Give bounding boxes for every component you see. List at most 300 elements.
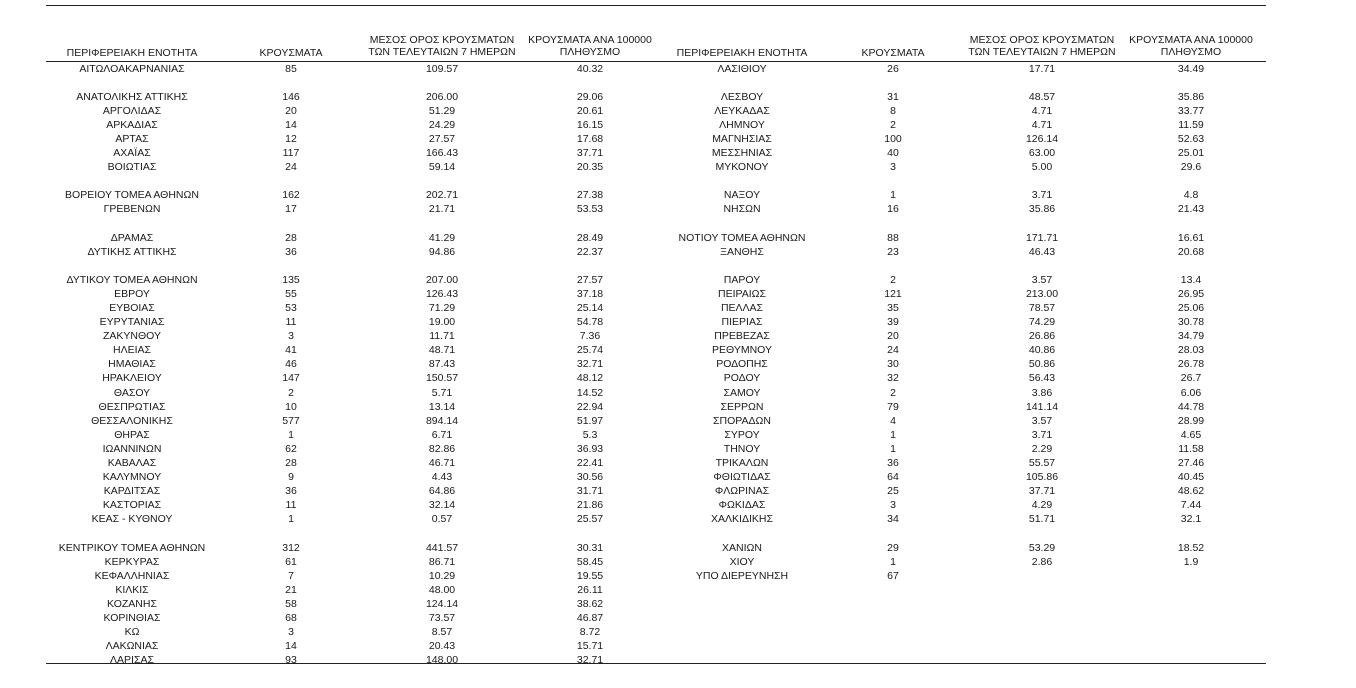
table-row xyxy=(0,188,1356,202)
cell-per100k: 38.62 xyxy=(576,597,604,610)
cell-per100k: 19.55 xyxy=(576,569,604,582)
cell-avg7: 50.86 xyxy=(1028,358,1056,371)
cell-avg7: 150.57 xyxy=(425,372,459,385)
cell-avg7: 8.57 xyxy=(431,626,453,639)
header-per100k-right: ΚΡΟΥΣΜΑΤΑ ΑΝΑ 100000 ΠΛΗΘΥΣΜΟ xyxy=(1129,34,1253,58)
cell-cases: 14 xyxy=(285,118,297,131)
cell-cases: 10 xyxy=(285,400,297,413)
cell-region: ΚΕΡΚΥΡΑΣ xyxy=(104,555,160,568)
cell-cases: 2 xyxy=(288,386,294,399)
cell-cases: 24 xyxy=(887,344,899,357)
cell-cases: 16 xyxy=(887,203,899,216)
table-row xyxy=(0,414,1356,428)
cell-region: ΚΑΛΥΜΝΟΥ xyxy=(102,471,162,484)
cell-per100k: 27.46 xyxy=(1177,457,1205,470)
table-row xyxy=(0,202,1356,216)
cell-region: ΤΡΙΚΑΛΩΝ xyxy=(715,457,769,470)
cell-avg7: 53.29 xyxy=(1028,541,1056,554)
cell-cases: 34 xyxy=(887,513,899,526)
cell-cases: 67 xyxy=(887,569,899,582)
cell-avg7: 55.57 xyxy=(1028,457,1056,470)
cell-cases: 147 xyxy=(282,372,300,385)
table-row xyxy=(0,273,1356,287)
cell-cases: 2 xyxy=(890,118,896,131)
header-cases-right: ΚΡΟΥΣΜΑΤΑ xyxy=(861,47,925,59)
cell-per100k: 40.32 xyxy=(576,62,604,75)
table-row xyxy=(0,639,1356,653)
cell-cases: 36 xyxy=(285,245,297,258)
cell-cases: 9 xyxy=(288,471,294,484)
cell-avg7: 202.71 xyxy=(425,189,459,202)
cell-avg7: 3.57 xyxy=(1031,414,1053,427)
cell-region: ΠΑΡΟΥ xyxy=(723,273,761,286)
cell-per100k: 35.86 xyxy=(1177,90,1205,103)
cell-region: ΚΩ xyxy=(124,626,140,639)
cell-avg7: 82.86 xyxy=(428,442,456,455)
table-row xyxy=(0,498,1356,512)
cell-avg7: 13.14 xyxy=(428,400,456,413)
cell-cases: 1 xyxy=(890,428,896,441)
cell-region: ΔΡΑΜΑΣ xyxy=(110,231,154,244)
cell-region: ΑΙΤΩΛΟΑΚΑΡΝΑΝΙΑΣ xyxy=(79,62,185,75)
cell-region: ΛΑΚΩΝΙΑΣ xyxy=(105,640,159,653)
cell-per100k: 34.49 xyxy=(1177,62,1205,75)
table-row xyxy=(0,371,1356,385)
cell-cases: 30 xyxy=(887,358,899,371)
cell-per100k: 26.78 xyxy=(1177,358,1205,371)
cell-avg7: 2.29 xyxy=(1031,442,1053,455)
cell-cases: 3 xyxy=(890,499,896,512)
table-row xyxy=(0,62,1356,76)
cell-region: ΘΗΡΑΣ xyxy=(114,428,150,441)
table-row xyxy=(0,76,1356,90)
cell-avg7: 24.29 xyxy=(428,118,456,131)
cell-region: ΑΧΑΪΑΣ xyxy=(113,147,151,160)
cell-cases: 117 xyxy=(282,147,300,160)
cell-per100k: 28.99 xyxy=(1177,414,1205,427)
cell-avg7: 3.71 xyxy=(1031,428,1053,441)
cell-region: ΗΛΕΙΑΣ xyxy=(112,344,151,357)
cell-per100k: 26.11 xyxy=(577,583,603,596)
cell-per100k: 28.49 xyxy=(576,231,604,244)
cell-avg7: 441.57 xyxy=(425,541,459,554)
cell-avg7: 141.14 xyxy=(1025,400,1059,413)
cell-avg7: 4.71 xyxy=(1031,118,1053,131)
cell-cases: 53 xyxy=(285,302,297,315)
cell-region: ΠΡΕΒΕΖΑΣ xyxy=(714,330,770,343)
cell-avg7: 894.14 xyxy=(425,414,459,427)
cell-per100k: 17.68 xyxy=(576,132,604,145)
cell-region: ΕΥΡΥΤΑΝΙΑΣ xyxy=(99,316,165,329)
cell-cases: 28 xyxy=(285,457,297,470)
cell-region: ΡΟΔΟΥ xyxy=(723,372,761,385)
cell-avg7: 59.14 xyxy=(428,161,456,174)
cell-per100k: 22.37 xyxy=(576,245,604,258)
cell-region: ΚΕΦΑΛΛΗΝΙΑΣ xyxy=(94,569,170,582)
cell-region: ΝΟΤΙΟΥ ΤΟΜΕΑ ΑΘΗΝΩΝ xyxy=(678,231,806,244)
cell-region: ΡΟΔΟΠΗΣ xyxy=(716,358,768,371)
cell-region: ΚΟΡΙΝΘΙΑΣ xyxy=(103,612,161,624)
cell-cases: 121 xyxy=(884,287,902,300)
cell-region: ΕΥΒΟΙΑΣ xyxy=(109,302,155,315)
cell-avg7: 3.57 xyxy=(1031,273,1053,286)
cell-per100k: 54.78 xyxy=(576,316,604,329)
cell-cases: 14 xyxy=(285,640,297,653)
cell-per100k: 27.38 xyxy=(576,189,604,202)
cell-cases: 26 xyxy=(887,62,899,75)
cell-region: ΒΟΡΕΙΟΥ ΤΟΜΕΑ ΑΘΗΝΩΝ xyxy=(65,189,199,202)
cell-per100k: 29.6 xyxy=(1180,161,1202,174)
cell-per100k: 31.71 xyxy=(576,485,604,498)
cell-cases: 41 xyxy=(285,344,297,357)
cell-region: ΠΕΙΡΑΙΩΣ xyxy=(718,287,766,300)
cell-per100k: 21.43 xyxy=(1177,203,1205,216)
table-row xyxy=(0,174,1356,188)
cell-per100k: 8.72 xyxy=(579,626,601,639)
cell-cases: 3 xyxy=(890,161,896,174)
cell-per100k: 16.15 xyxy=(576,118,604,131)
cell-cases: 36 xyxy=(285,485,297,498)
cell-region: ΘΕΣΠΡΩΤΙΑΣ xyxy=(98,400,166,413)
cell-avg7: 4.43 xyxy=(431,471,453,484)
table-row xyxy=(0,343,1356,357)
cell-cases: 79 xyxy=(887,400,899,413)
cell-region: ΑΝΑΤΟΛΙΚΗΣ ΑΤΤΙΚΗΣ xyxy=(76,90,188,103)
cell-region: ΚΑΣΤΟΡΙΑΣ xyxy=(102,499,162,512)
cell-avg7: 171.71 xyxy=(1025,231,1059,244)
cell-region: ΜΑΓΝΗΣΙΑΣ xyxy=(712,132,772,145)
cell-region: ΣΑΜΟΥ xyxy=(723,386,761,399)
cell-avg7: 3.71 xyxy=(1031,189,1053,202)
table-row xyxy=(0,231,1356,245)
cell-cases: 1 xyxy=(890,189,896,202)
cell-avg7: 17.71 xyxy=(1028,62,1056,75)
cell-avg7: 105.86 xyxy=(1025,471,1059,484)
cell-region: ΠΙΕΡΙΑΣ xyxy=(721,316,763,329)
table-row xyxy=(0,512,1356,526)
cell-cases: 46 xyxy=(285,358,297,371)
cell-per100k: 11.59 xyxy=(1178,118,1204,131)
cell-avg7: 40.86 xyxy=(1028,344,1056,357)
cell-avg7: 46.71 xyxy=(428,457,456,470)
cell-avg7: 78.57 xyxy=(1028,302,1056,315)
cell-avg7: 213.00 xyxy=(1025,287,1059,300)
cell-per100k: 22.41 xyxy=(576,457,604,470)
cell-avg7: 86.71 xyxy=(428,555,456,568)
cell-region: ΘΕΣΣΑΛΟΝΙΚΗΣ xyxy=(91,414,173,427)
cell-per100k: 36.93 xyxy=(576,442,604,455)
cell-avg7: 32.14 xyxy=(428,499,456,512)
cell-region: ΚΙΛΚΙΣ xyxy=(115,583,149,596)
cell-per100k: 16.61 xyxy=(1177,231,1205,244)
cell-region: ΜΥΚΟΝΟΥ xyxy=(715,161,769,174)
cell-per100k: 21.86 xyxy=(576,499,604,512)
cell-avg7: 109.57 xyxy=(425,62,459,75)
cell-region: ΛΕΣΒΟΥ xyxy=(720,90,764,103)
cell-region: ΑΡΤΑΣ xyxy=(115,132,149,145)
table-row xyxy=(0,216,1356,230)
table-row xyxy=(0,245,1356,259)
cell-avg7: 48.71 xyxy=(428,344,456,357)
cell-avg7: 3.86 xyxy=(1031,386,1053,399)
cell-cases: 85 xyxy=(285,62,297,75)
cell-region: ΔΥΤΙΚΟΥ ΤΟΜΕΑ ΑΘΗΝΩΝ xyxy=(66,273,198,286)
cell-avg7: 4.29 xyxy=(1031,499,1053,512)
table-row xyxy=(0,583,1356,597)
cell-per100k: 33.77 xyxy=(1177,104,1205,117)
cell-per100k: 53.53 xyxy=(576,203,604,216)
cell-avg7: 11.71 xyxy=(429,330,455,343)
cell-avg7: 5.00 xyxy=(1031,161,1053,174)
table-row xyxy=(0,456,1356,470)
cell-cases: 3 xyxy=(288,330,294,343)
cell-region: ΣΥΡΟΥ xyxy=(724,428,760,441)
cell-region: ΥΠΟ ΔΙΕΡΕΥΝΗΣΗ xyxy=(695,569,789,582)
table-row xyxy=(0,653,1356,667)
cell-avg7: 19.00 xyxy=(428,316,456,329)
cell-avg7: 20.43 xyxy=(428,640,456,653)
cell-cases: 58 xyxy=(285,597,297,610)
cell-per100k: 40.45 xyxy=(1177,471,1205,484)
cell-per100k: 7.36 xyxy=(579,330,601,343)
cell-per100k: 25.74 xyxy=(576,344,604,357)
cell-region: ΧΑΝΙΩΝ xyxy=(722,541,762,554)
cell-per100k: 20.61 xyxy=(576,104,604,117)
cell-per100k: 37.18 xyxy=(576,287,604,300)
cell-cases: 11 xyxy=(285,316,297,329)
cell-cases: 162 xyxy=(282,189,300,202)
cell-cases: 146 xyxy=(282,90,300,103)
cell-cases: 62 xyxy=(285,442,297,455)
cell-cases: 32 xyxy=(887,372,899,385)
cell-cases: 64 xyxy=(887,471,899,484)
cell-avg7: 73.57 xyxy=(428,612,456,624)
cell-cases: 93 xyxy=(285,654,297,667)
cell-per100k: 11.58 xyxy=(1178,442,1204,455)
cell-per100k: 20.35 xyxy=(576,161,604,174)
cell-per100k: 46.87 xyxy=(576,612,604,624)
table-row xyxy=(0,625,1356,639)
cell-avg7: 6.71 xyxy=(431,428,453,441)
table-row xyxy=(0,104,1356,118)
cell-cases: 21 xyxy=(285,583,297,596)
cell-region: ΣΠΟΡΑΔΩΝ xyxy=(713,414,771,427)
cell-region: ΝΗΣΩΝ xyxy=(723,203,761,216)
table-row xyxy=(0,90,1356,104)
cell-per100k: 28.03 xyxy=(1177,344,1205,357)
cell-cases: 39 xyxy=(887,316,899,329)
cell-avg7: 4.71 xyxy=(1031,104,1053,117)
cell-region: ΛΕΥΚΑΔΑΣ xyxy=(714,104,770,117)
cell-avg7: 2.86 xyxy=(1031,555,1053,568)
header-region-right: ΠΕΡΙΦΕΡΕΙΑΚΗ ΕΝΟΤΗΤΑ xyxy=(676,47,808,59)
table-row xyxy=(0,329,1356,343)
header-region-left: ΠΕΡΙΦΕΡΕΙΑΚΗ ΕΝΟΤΗΤΑ xyxy=(66,47,198,59)
cell-avg7: 56.43 xyxy=(1028,372,1056,385)
cell-avg7: 74.29 xyxy=(1028,316,1056,329)
cell-per100k: 51.97 xyxy=(576,414,604,427)
cell-cases: 2 xyxy=(890,386,896,399)
cell-avg7: 41.29 xyxy=(428,231,456,244)
cell-cases: 12 xyxy=(285,132,297,145)
cell-cases: 31 xyxy=(887,90,899,103)
cell-region: ΗΜΑΘΙΑΣ xyxy=(108,358,156,371)
cell-cases: 312 xyxy=(282,541,300,554)
cell-cases: 1 xyxy=(890,555,896,568)
cell-cases: 25 xyxy=(887,485,899,498)
cell-avg7: 35.86 xyxy=(1028,203,1056,216)
cell-region: ΡΕΘΥΜΝΟΥ xyxy=(711,344,772,357)
cell-cases: 4 xyxy=(890,414,896,427)
cell-region: ΓΡΕΒΕΝΩΝ xyxy=(103,203,161,216)
cell-per100k: 25.01 xyxy=(1177,147,1205,160)
cell-cases: 1 xyxy=(890,442,896,455)
cell-cases: 20 xyxy=(285,104,297,117)
table-row xyxy=(0,259,1356,273)
cell-avg7: 0.57 xyxy=(431,513,453,526)
cell-cases: 36 xyxy=(887,457,899,470)
cell-avg7: 26.86 xyxy=(1028,330,1056,343)
cell-avg7: 51.29 xyxy=(428,104,456,117)
cell-cases: 55 xyxy=(285,287,297,300)
cell-cases: 11 xyxy=(285,499,297,512)
cell-region: ΠΕΛΛΑΣ xyxy=(720,302,764,315)
cell-avg7: 206.00 xyxy=(425,90,459,103)
cell-per100k: 7.44 xyxy=(1180,499,1202,512)
cell-per100k: 4.65 xyxy=(1180,428,1202,441)
cell-region: ΝΑΞΟΥ xyxy=(723,189,761,202)
cell-per100k: 32.71 xyxy=(576,654,604,667)
cell-per100k: 6.06 xyxy=(1180,386,1202,399)
cell-per100k: 25.14 xyxy=(576,302,604,315)
header-avg7-left: ΜΕΣΟΣ ΟΡΟΣ ΚΡΟΥΣΜΑΤΩΝ ΤΩΝ ΤΕΛΕΥΤΑΙΩΝ 7 ΗΜΕΡΩΝ xyxy=(368,34,516,58)
cell-per100k: 30.56 xyxy=(576,471,604,484)
cell-cases: 23 xyxy=(887,245,899,258)
cell-region: ΙΩΑΝΝΙΝΩΝ xyxy=(102,442,162,455)
cell-region: ΦΘΙΩΤΙΔΑΣ xyxy=(713,471,771,484)
cell-cases: 135 xyxy=(282,273,300,286)
cell-cases: 61 xyxy=(285,555,297,568)
cell-per100k: 4.8 xyxy=(1183,189,1199,202)
cell-region: ΔΥΤΙΚΗΣ ΑΤΤΙΚΗΣ xyxy=(87,245,177,258)
table-row xyxy=(0,428,1356,442)
cell-cases: 1 xyxy=(288,513,294,526)
table-row xyxy=(0,118,1356,132)
table-row xyxy=(0,301,1356,315)
cell-cases: 7 xyxy=(288,569,294,582)
cell-avg7: 63.00 xyxy=(1028,147,1056,160)
cell-avg7: 126.14 xyxy=(1025,132,1059,145)
cell-avg7: 148.00 xyxy=(425,654,459,667)
cell-region: ΛΑΡΙΣΑΣ xyxy=(110,654,154,667)
table-row xyxy=(0,442,1356,456)
cell-region: ΚΕΑΣ - ΚΥΘΝΟΥ xyxy=(91,513,173,526)
cell-cases: 17 xyxy=(285,203,297,216)
table-row xyxy=(0,132,1356,146)
cell-cases: 577 xyxy=(282,414,300,427)
header-cases-left: ΚΡΟΥΣΜΑΤΑ xyxy=(259,47,323,59)
cell-region: ΗΡΑΚΛΕΙΟΥ xyxy=(102,372,162,385)
cell-region: ΦΩΚΙΔΑΣ xyxy=(718,499,766,512)
cell-avg7: 48.57 xyxy=(1028,90,1056,103)
cell-per100k: 34.79 xyxy=(1177,330,1205,343)
table-row xyxy=(0,611,1356,625)
cell-avg7: 207.00 xyxy=(425,273,459,286)
cell-cases: 2 xyxy=(890,273,896,286)
cell-per100k: 30.31 xyxy=(576,541,604,554)
cell-avg7: 37.71 xyxy=(1028,485,1056,498)
table-row xyxy=(0,526,1356,540)
cell-region: ΚΟΖΑΝΗΣ xyxy=(107,597,157,610)
cell-per100k: 1.9 xyxy=(1183,555,1199,568)
cell-region: ΧΑΛΚΙΔΙΚΗΣ xyxy=(711,513,773,526)
top-rule xyxy=(46,5,1266,6)
cell-region: ΜΕΣΣΗΝΙΑΣ xyxy=(711,147,773,160)
table-row xyxy=(0,555,1356,569)
table-row xyxy=(0,146,1356,160)
cell-region: ΑΡΓΟΛΙΔΑΣ xyxy=(102,104,162,117)
cell-region: ΖΑΚΥΝΘΟΥ xyxy=(102,330,161,343)
cell-cases: 88 xyxy=(887,231,899,244)
cell-region: ΚΑΡΔΙΤΣΑΣ xyxy=(103,485,161,498)
cell-region: ΞΑΝΘΗΣ xyxy=(720,245,764,258)
table-row xyxy=(0,315,1356,329)
cell-per100k: 52.63 xyxy=(1177,132,1205,145)
cell-region: ΚΕΝΤΡΙΚΟΥ ΤΟΜΕΑ ΑΘΗΝΩΝ xyxy=(58,541,206,554)
cell-per100k: 58.45 xyxy=(576,555,604,568)
cell-cases: 100 xyxy=(884,132,902,145)
cell-cases: 20 xyxy=(887,330,899,343)
cell-region: ΘΑΣΟΥ xyxy=(113,386,151,399)
cell-avg7: 126.43 xyxy=(425,287,459,300)
cell-per100k: 5.3 xyxy=(582,428,598,441)
cell-avg7: 48.00 xyxy=(428,583,456,596)
cell-region: ΧΙΟΥ xyxy=(729,555,755,568)
cell-avg7: 10.29 xyxy=(428,569,456,582)
cell-region: ΒΟΙΩΤΙΑΣ xyxy=(107,161,157,174)
table-row xyxy=(0,287,1356,301)
cell-per100k: 26.7 xyxy=(1180,372,1202,385)
cell-cases: 40 xyxy=(887,147,899,160)
cell-per100k: 27.57 xyxy=(576,273,604,286)
cell-avg7: 51.71 xyxy=(1028,513,1056,526)
cell-avg7: 87.43 xyxy=(428,358,456,371)
cell-cases: 1 xyxy=(288,428,294,441)
cell-per100k: 30.78 xyxy=(1177,316,1205,329)
cell-per100k: 15.71 xyxy=(576,640,604,653)
cell-avg7: 5.71 xyxy=(431,386,453,399)
cell-cases: 24 xyxy=(285,161,297,174)
table-row xyxy=(0,400,1356,414)
cell-region: ΕΒΡΟΥ xyxy=(114,287,150,300)
cell-cases: 8 xyxy=(890,104,896,117)
cell-cases: 28 xyxy=(285,231,297,244)
cell-avg7: 27.57 xyxy=(428,132,456,145)
cell-avg7: 166.43 xyxy=(425,147,459,160)
cell-per100k: 48.62 xyxy=(1177,485,1205,498)
cell-region: ΦΛΩΡΙΝΑΣ xyxy=(714,485,770,498)
cell-region: ΚΑΒΑΛΑΣ xyxy=(107,457,157,470)
cell-per100k: 20.68 xyxy=(1177,245,1205,258)
header-per100k-left: ΚΡΟΥΣΜΑΤΑ ΑΝΑ 100000 ΠΛΗΘΥΣΜΟ xyxy=(528,34,652,58)
cell-avg7: 94.86 xyxy=(428,245,456,258)
cell-region: ΣΕΡΡΩΝ xyxy=(720,400,764,413)
cell-cases: 3 xyxy=(288,626,294,639)
table-row xyxy=(0,386,1356,400)
cell-per100k: 44.78 xyxy=(1177,400,1205,413)
cell-per100k: 18.52 xyxy=(1177,541,1205,554)
cell-per100k: 29.06 xyxy=(576,90,604,103)
